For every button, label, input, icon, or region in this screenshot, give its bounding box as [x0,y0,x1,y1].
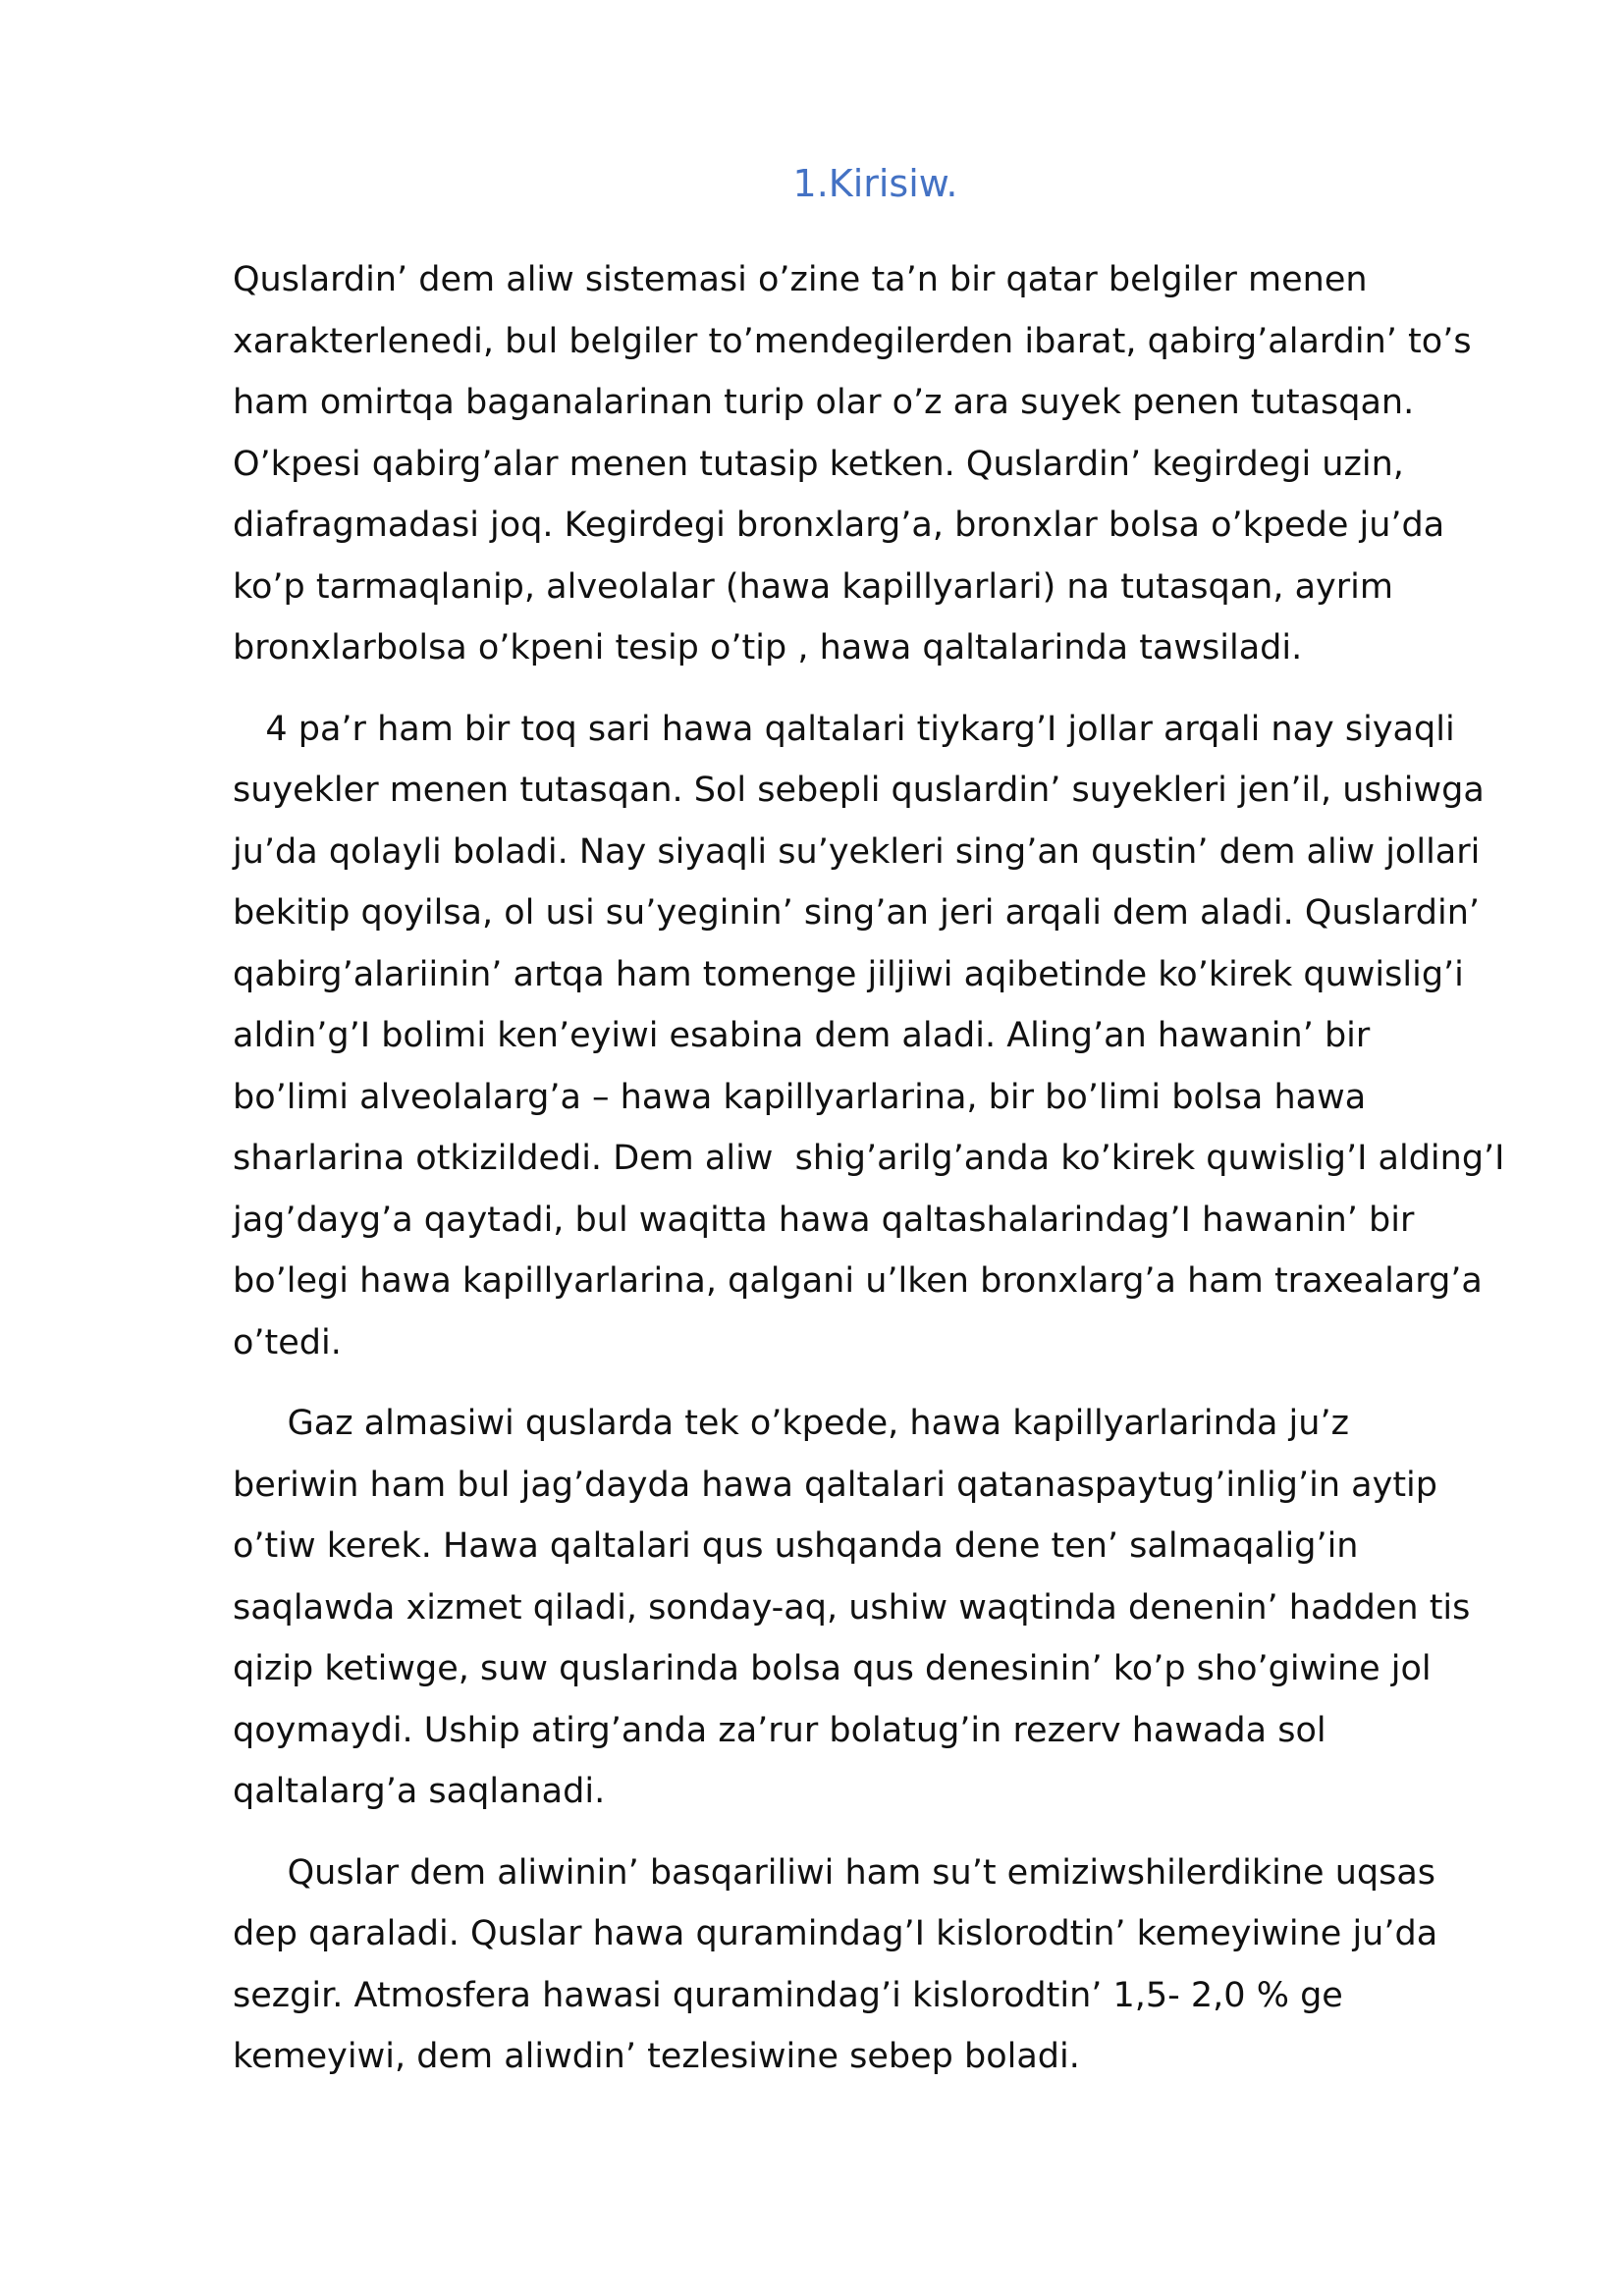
text-line: aldin’g’I bolimi ken’eyiwi esabina dem aladi. Aling’an hawanin’ bir [233,1016,1371,1055]
text-line: o’tiw kerek. Hawa qaltalari qus ushqanda dene ten’ salmaqalig’in [233,1526,1359,1566]
text-line: ju’da qolayli boladi. Nay siyaqli su’yekleri sing’an qustin’ dem aliw jollari [233,831,1481,872]
section-heading: 1.Kirisiw. [792,162,958,205]
text-line: Quslardin’ dem aliw sistemasi o’zine ta’n bir qatar belgiler menen [233,260,1368,299]
text-line: ko’p tarmaqlanip, alveolalar (hawa kapillyarlari) na tutasqan, ayrim [233,566,1393,607]
text-line: Quslar dem aliwinin’ basqariliwi ham su’t emiziwshilerdikine uqsas [233,1852,1436,1893]
text-line: bo’legi hawa kapillyarlarina, qalgani u’lken bronxlarg’a ham traxealarg’a [233,1261,1483,1301]
text-line: qabirg’alariinin’ artqa ham tomenge jiljiwi aqibetinde ko’kirek quwislig’i [233,954,1464,994]
text-line: bo’limi alveolalarg’a – hawa kapillyarlarina, bir bo’limi bolsa hawa [233,1077,1367,1117]
text-line: saqlawda xizmet qiladi, sonday-aq, ushiw waqtinda denenin’ hadden tis [233,1587,1471,1628]
text-line: ham omirtqa baganalarinan turip olar o’z ara suyek penen tutasqan. [233,383,1415,422]
text-line: bekitip qoyilsa, ol usi su’yeginin’ sing’an jeri arqali dem aladi. Quslardin’ [233,893,1480,933]
text-line: o’tedi. [233,1322,342,1362]
text-line: 4 pa’r ham bir toq sari hawa qaltalari tiykarg’I jollar arqali nay siyaqli [233,709,1455,749]
paragraph-2 [233,699,1539,1374]
paragraph-4 [233,1842,1539,2088]
text-line: qizip ketiwge, suw quslarinda bolsa qus denesinin’ ko’p sho’giwine jol [233,1649,1432,1688]
paragraph-3 [233,1393,1539,1823]
text-line: diafragmadasi joq. Kegirdegi bronxlarg’a, bronxlar bolsa o’kpede ju’da [233,506,1445,545]
text-line: qaltalarg’a saqlanadi. [233,1772,606,1811]
paragraph-1 [233,249,1539,679]
document-body [233,249,1539,2108]
text-line: O’kpesi qabirg’alar menen tutasip ketken. Quslardin’ kegirdegi uzin, [233,444,1404,484]
text-line: kemeyiwi, dem aliwdin’ tezlesiwine sebep boladi. [233,2037,1080,2076]
text-line: jag’dayg’a qaytadi, bul waqitta hawa qaltashalarindag’I hawanin’ bir [233,1200,1415,1240]
text-line: qoymaydi. Uship atirg’anda za’rur bolatug’in rezerv hawada sol [233,1710,1326,1750]
text-line: dep qaraladi. Quslar hawa quramindag’I kislorodtin’ kemeyiwine ju’da [233,1914,1438,1953]
text-line: beriwin ham bul jag’dayda hawa qaltalari qatanaspaytug’inlig’in aytip [233,1465,1437,1505]
text-line: Gaz almasiwi quslarda tek o’kpede, hawa kapillyarlarinda ju’z [233,1404,1349,1443]
text-line: sezgir. Atmosfera hawasi quramindag’i kislorodtin’ 1,5- 2,0 % ge [233,1975,1343,2015]
text-line: suyekler menen tutasqan. Sol sebepli quslardin’ suyekleri jen’il, ushiwga [233,771,1485,810]
text-line: xarakterlenedi, bul belgiler to’mendegilerden ibarat, qabirg’alardin’ to’s [233,321,1472,361]
text-line: sharlarina otkizildedi. Dem aliw shig’arilg’anda ko’kirek quwislig’I alding’I [233,1139,1505,1178]
text-line: bronxlarbolsa o’kpeni tesip o’tip , hawa qaltalarinda tawsiladi. [233,628,1303,667]
